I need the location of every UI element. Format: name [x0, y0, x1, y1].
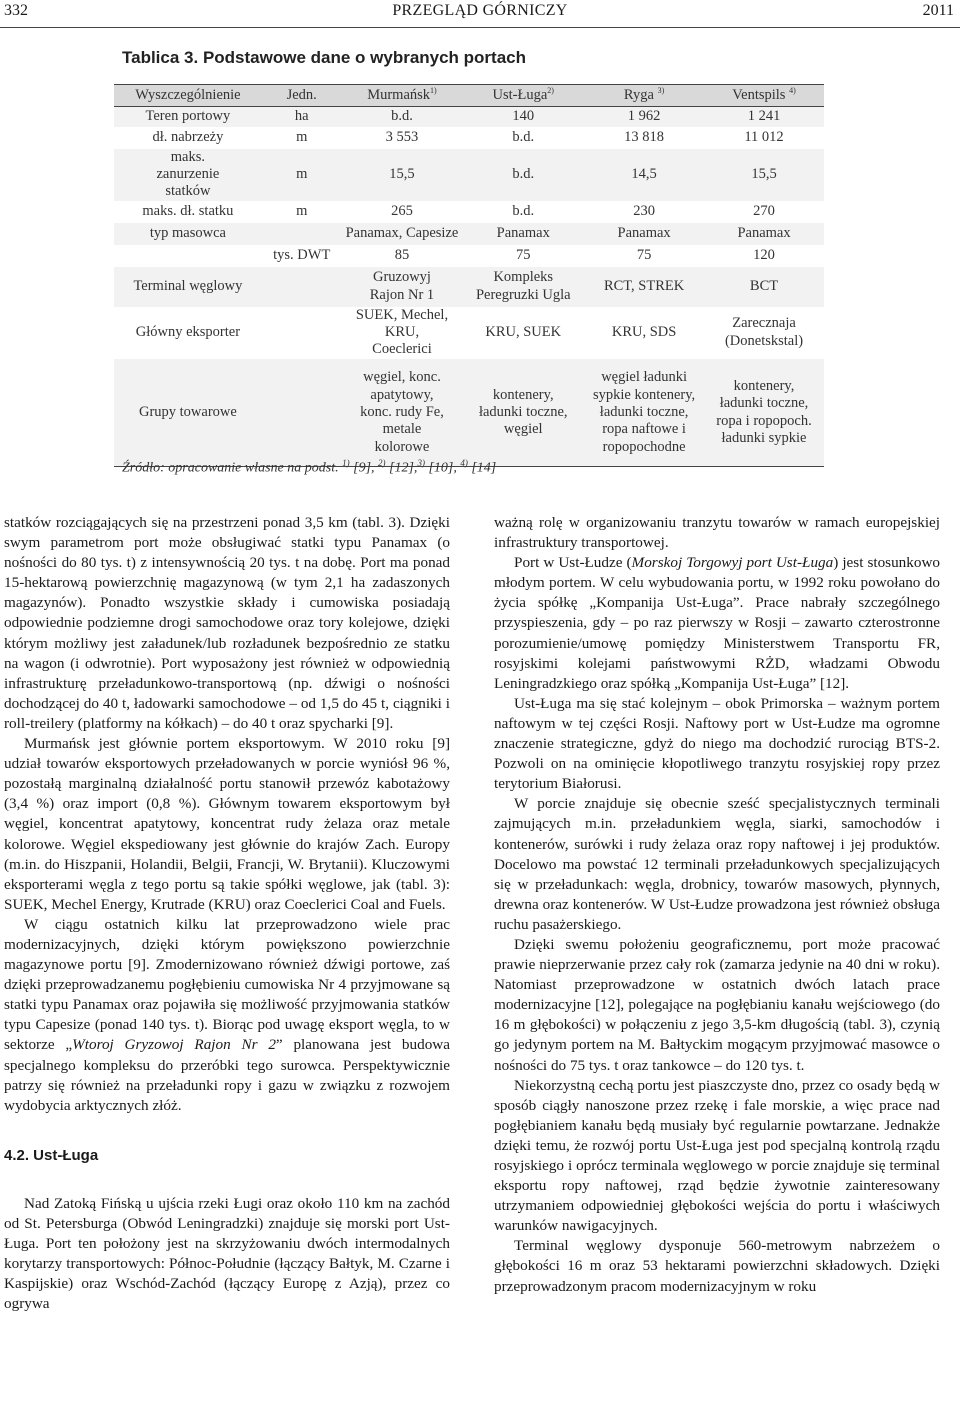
header-cell: Wyszczególnienie [114, 85, 262, 107]
page-header [0, 0, 960, 26]
row-label: Teren portowy [114, 107, 262, 127]
right-column [494, 513, 940, 1297]
paragraph: Murmańsk jest głównie portem eksportowym. W 2010 roku [9] udział towarów eksportowych przeładowanych w porcie wyniósł 96 %, pozostałą marginalną działalność portu stanowił przewóz kabotażowy (3,4 %) oraz import (0,8 %). Głównym towarem eksportowym był węgiel, koncentrat apatytowy, koncentrat rudy żelaza oraz metale kolorowe. Węgiel ekspediowany jest głównie do krajów Zach. Europy (m.in. do Hiszpanii, Holandii, Belgii, Francji, W. Brytanii). Kluczowymi eksporterami węgla z tego portu są takie spółki węglowe, jak (tabl. 3): SUEK, Mechel Energy, Krutrade (KRU) oraz Coeclerici Coal and Fuels. [4, 735, 450, 913]
table-cell: 13 818 [624, 128, 665, 145]
table-cell: RCT, STREK [584, 267, 704, 307]
table-cell: kontenery, ładunki toczne, ropa i ropopoch. ładunki sypkie [704, 359, 824, 467]
paragraph: W ciągu ostatnich kilku lat przeprowadzono wiele prac modernizacyjnych, dzięki którym powiększono powierzchnie magazynowe portu [9]. Zmodernizowano również dźwigi portowe, zaś dzięki przeprowadzanemu pogłębieniu cumowiska Nr 4 przyjmowane są statki typu Panamax oraz pojawiła się możliwość przyjmowania statków typu Capesize (ponad 140 tys. t). Biorąc pod uwagę eksport węgla, to w sektorze „Wtoroj Gryzowoj Rajon Nr 2” planowana jest budowa specjalnego kompleksu do przeróbki tego surowca. Perspektywicznie patrzy się również na przeładunki ropy i gazu w związku z rozwojem wydobycia arktycznych złóż. [4, 915, 451, 1114]
table-cell: b.d. [512, 202, 535, 219]
paragraph: ważną rolę w organizowaniu tranzytu towarów w ramach europejskiej infrastruktury transportowej. [494, 514, 940, 552]
paragraph: Niekorzystną cechą portu jest piaszczyste dno, przez co osady będą w sposób ciągły nanoszone przez rzekę i fale morskie, a więc prace nad pogłębianiem kanału będą musiały być regularnie powtarzane. Jednakże dzięki temu, że rozwój portu Ust-Ługa jest pod specjalną kontrolą rządu rosyjskiego i oprócz terminala węglowego w porcie znajduje się terminal eksportu ropy naftowej, rząd będzie żywotnie zainteresowany utrzymaniem odpowiedniej głębokości wejścia do portu i właściwych warunków nawigacyjnych. [494, 1076, 940, 1235]
table-row [114, 223, 824, 245]
paragraph: Port w Ust-Łudze (Morskoj Torgowyj port Ust-Ługa) jest stosunkowo młodym portem. W celu wybudowania portu, w 1992 roku powołano do życia spółkę „Kompanija Ust-Ługa”. Prace nabrały szczególnego przyspieszenia, gdy – po raz pierwszy w Rosji – zawarto czterostronne porozumienie/umowę pomiędzy Ministerstwem Transportu FR, rosyjskimi kolejami państwowymi RŻD, władzami Obwodu Leningradzkiego oraz spółką „Kompanija Ust-Ługa” [12]. [494, 554, 941, 692]
table-row [114, 149, 824, 201]
paragraph: W porcie znajduje się obecnie sześć specjalistycznych terminali zajmujących m.in. przeładunkiem węgla, siarki, samochodów i kontenerów, surówki i rudy żelaza oraz ropy naftowej i jej produktów. Docelowo ma powstać 12 terminali przeładunkowych specjalizujących się w przeładunkach: węgla, drobnicy, towarów masowych, płynnych, drewna oraz kontenerów. W Ust-Łudze prowadzona jest również obsługa ruchu pasażerskiego. [494, 795, 940, 933]
paragraph: Ust-Ługa ma się stać kolejnym – obok Primorska – ważnym portem naftowym w tej części Rosji. Naftowy port w Ust-Łudze ma ogromne znaczenie strategiczne, gdyż do niego ma dochodzić rurociąg BTS-2. Pozwoli on na ominięcie kłopotliwego tranzytu rosyjskiej ropy przez terytorium Białorusi. [494, 694, 940, 793]
table-cell: 15,5 [342, 149, 463, 201]
table-cell: Zarecznaja (Donetskstal) [724, 315, 804, 349]
row-unit [262, 223, 342, 245]
paragraph: Terminal węglowy dysponuje 560-metrowym nabrzeżem o głębokości 16 m oraz 53 hektarami powierzchni składowych. Dzięki przeprowadzonym pracom modernizacyjnym w roku [494, 1237, 940, 1295]
table-row [114, 127, 824, 149]
row-unit: m [262, 149, 342, 201]
table-cell: kontenery, ładunki toczne, węgiel [462, 359, 584, 467]
table-caption: Tablica 3. Podstawowe dane o wybranych portach [122, 48, 527, 67]
table-cell: 270 [753, 202, 775, 219]
paragraph: Nad Zatoką Fińską u ujścia rzeki Ługi oraz około 110 km na zachód od St. Petersburga (Obwód Leningradzki) znajduje się morski port Ust-Ługa. Port ten położony jest na skrzyżowaniu dwóch intermodalnych korytarzy transportowych: Północ-Południe (łączący Bałtyk, M. Czarne i Kaspijskie) oraz Wschód-Zachód (łączący Europę z Azją), przez co ogrywa [4, 1194, 450, 1313]
table-cell: 120 [753, 246, 775, 263]
table-row [114, 307, 824, 359]
header-cell: Ust-Ługa$^{2)}$ [462, 85, 584, 107]
table-cell: 11 012 [744, 128, 784, 145]
journal-title: PRZEGLĄD GÓRNICZY [392, 2, 568, 19]
row-unit: ha [262, 107, 342, 127]
row-unit [262, 307, 342, 359]
row-unit: m [296, 202, 308, 219]
table-cell: b.d. [512, 128, 535, 145]
table-cell: 14,5 [584, 149, 704, 201]
table-cell: 75 [636, 246, 652, 263]
table-row [114, 267, 824, 307]
paragraph: statków rozciągających się na przestrzeni ponad 3,5 km (tabl. 3). Dzięki swym parametrom port może obsługiwać statki typu Panamax (o nośności do 80 tys. t) z intensywnością 20 tys. t na dobę. Port ma ponad 15-hektarową powierzchnię magazynową (w tym 2,1 ha zadaszonych magazynów). Ponadto wszystkie składy i cumowiska posiadają odpowiednie podziemne drogi samochodowe oraz tory kolejowe, dzięki którym możliwy jest załadunek/lub rozładunek bezpośrednio ze statku na wagon (i odwrotnie). Port wyposażony jest również w odpowiednią infrastrukturę przeładunkowo-transportową (np. dźwigi o nośności dochodzącej do 40 t, ładowarki samochodowe – od 1,5 do 45 t, ciągniki i roll-treilery (platformy na kółkach) – do 40 t oraz spycharki [9]. [4, 514, 450, 732]
header-rule [0, 27, 960, 28]
table-cell: Gruzowyj Rajon Nr 1 [342, 267, 463, 307]
header-cell: Jedn. [262, 85, 342, 107]
page-number: 332 [4, 2, 28, 19]
table-cell: 3 553 [385, 128, 419, 145]
table-cell: 15,5 [704, 149, 824, 201]
header-cell: Ryga $^{3)}$ [584, 85, 704, 107]
table-cell: Kompleks Peregruzki Ugla [462, 267, 584, 307]
row-unit: m [296, 128, 308, 145]
table-row [114, 245, 824, 267]
row-unit [262, 267, 342, 307]
table-cell: 75 [516, 246, 531, 263]
row-label: dł. nabrzeży [152, 128, 224, 145]
table-cell: 265 [391, 202, 413, 219]
left-column [4, 513, 450, 1314]
table-cell: 1 241 [704, 107, 824, 127]
row-label: maks. zanurzenie statków [114, 149, 262, 201]
table-cell: KRU, SDS [611, 324, 677, 341]
table-row [114, 107, 824, 127]
journal-year: 2011 [922, 2, 954, 19]
table-cell: Panamax, Capesize [342, 223, 463, 245]
table-cell: węgiel ładunki sypkie kontenery, ładunki toczne, ropa naftowe i ropopochodne [584, 359, 704, 467]
row-unit: tys. DWT [273, 246, 331, 263]
paragraph: Dzięki swemu położeniu geograficznemu, port może pracować prawie nieprzerwanie przez cały rok (zamarza jedynie na 40 dni w roku). Natomiast przeprowadzone w ostatnich dwóch latach prace modernizacyjne [12], polegające na pogłębianiu kanału wejściowego (do 16 m głębokości) w połączeniu z jego 3,5-km długością (tabl. 3), czynią go jedynym portem na M. Bałtyckim mogącym przyjmować masowce o nośności do 75 tys. t oraz tankowce – do 120 tys. t. [494, 935, 940, 1074]
table-row [114, 359, 824, 467]
table-cell: b.d. [342, 107, 463, 127]
table-source: Źródło: opracowanie własne na podst. $^{1)}$ [9], $^{2)}$ [12],$^{3)}$ [10], $^{4)}$ [14] [122, 458, 497, 476]
section-heading: 4.2. Ust-Ługa [4, 1146, 99, 1164]
row-label [114, 245, 262, 267]
table-row [114, 201, 824, 223]
ports-table [114, 84, 824, 467]
table-cell: 140 [462, 107, 584, 127]
table-cell: Panamax [704, 223, 824, 245]
table-cell: SUEK, Mechel, KRU, Coeclerici [355, 306, 449, 358]
table-cell: Panamax [584, 223, 704, 245]
row-label: typ masowca [114, 223, 262, 245]
table-cell: 85 [394, 246, 410, 263]
table-cell: b.d. [462, 149, 584, 201]
table-header-row [114, 85, 824, 107]
row-label: Główny eksporter [135, 324, 241, 341]
row-label: maks. dł. statku [142, 202, 234, 219]
table-cell: węgiel, konc. apatytowy, konc. rudy Fe, metale kolorowe [342, 359, 463, 467]
header-cell: Murmańsk$^{1)}$ [342, 85, 463, 107]
row-unit [262, 359, 342, 467]
table-cell: Panamax [462, 223, 584, 245]
table-cell: 1 962 [584, 107, 704, 127]
table-cell: BCT [704, 267, 824, 307]
table-cell: 230 [633, 202, 655, 219]
table-cell: KRU, SUEK [485, 324, 562, 341]
header-cell: Ventspils $^{4)}$ [704, 85, 824, 107]
row-label: Grupy towarowe [114, 359, 262, 467]
row-label: Terminal węglowy [114, 267, 262, 307]
